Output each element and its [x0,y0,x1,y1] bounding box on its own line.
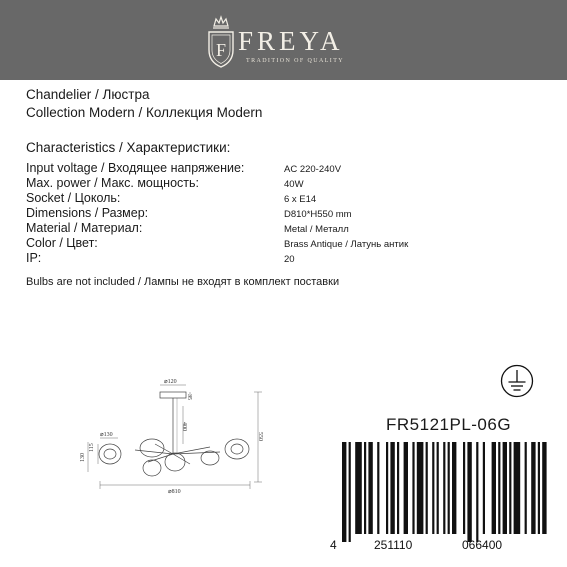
barcode-bar [476,442,478,542]
product-code: FR5121PL-06G [386,415,512,434]
spec-label-color: Color / Цвет: [26,236,98,250]
barcode-bar [503,442,507,534]
spec-value-power: 40W [284,179,304,190]
barcode-bar [390,442,394,534]
dim-total-diameter: ⌀810 [168,489,181,495]
dim-rod-length: 400 [181,422,187,431]
product-type: Chandelier / Люстра [26,87,150,102]
spec-label-socket: Socket / Цоколь: [26,191,121,205]
barcode-bar [342,442,346,542]
barcode-bar [509,442,511,534]
spec-label-power: Max. power / Макс. мощность: [26,176,199,190]
barcode-bar [397,442,399,534]
barcode-bar [355,442,362,534]
ground-symbol-icon [500,364,534,398]
spec-value-ip: 20 [284,254,295,265]
barcode-bar [443,442,445,534]
barcode-bar [525,442,527,534]
brand-header [0,0,567,80]
svg-text:F: F [215,40,227,60]
barcode-bar [426,442,428,534]
spec-value-dimensions: D810*H550 mm [284,209,352,220]
dim-shade-diameter: ⌀130 [100,432,113,438]
spec-label-material: Material / Материал: [26,221,143,235]
barcode-bar [386,442,388,534]
barcode-digit-first: 4 [330,538,337,552]
barcode-bar [377,442,379,534]
barcode-bar [404,442,408,534]
barcode-bar [412,442,414,534]
dim-shade-height: 115 [89,443,95,452]
barcode-bar [514,442,521,534]
barcode-bar [483,442,485,534]
dim-total-height: 550 [257,432,263,441]
barcode-bar [437,442,439,534]
barcode-bar [364,442,366,534]
barcode-bar [531,442,535,534]
dim-canopy-diameter: ⌀120 [164,379,177,385]
spec-value-voltage: AC 220-240V [284,164,342,175]
chandelier-drawing [80,372,280,502]
barcode-bar [349,442,351,542]
barcode-group-left: 251110 [374,538,413,552]
brand-tagline: TRADITION OF QUALITY [246,58,344,64]
barcode-bar [448,442,450,534]
barcode-bar [538,442,540,534]
barcode-bar [492,442,496,534]
spec-label-ip: IP: [26,251,42,265]
barcode-bar [463,442,465,534]
dim-canopy-height: 35 [186,394,192,400]
spec-value-material: Metal / Металл [284,224,349,235]
spec-value-socket: 6 x E14 [284,194,317,205]
product-collection: Collection Modern / Коллекция Modern [26,105,263,120]
characteristics-title: Characteristics / Характеристики: [26,140,231,155]
bulbs-note: Bulbs are not included / Лампы не входят в комплект поставки [26,276,340,288]
barcode-bar [498,442,500,534]
barcode-bar [417,442,424,534]
spec-label-dimensions: Dimensions / Размер: [26,206,149,220]
barcode-bar [432,442,434,534]
barcode-bar [542,442,546,534]
brand-name: FREYA [238,26,344,56]
barcode-bar [467,442,471,542]
barcode [330,442,552,554]
spec-label-voltage: Input voltage / Входящее напряжение: [26,161,245,175]
barcode-group-right: 066400 [462,538,503,552]
spec-value-color: Brass Antique / Латунь антик [284,239,409,250]
freya-crest-logo [204,14,238,70]
barcode-bar [452,442,456,534]
barcode-bar [368,442,372,534]
dim-arm-height: 130 [80,453,86,462]
